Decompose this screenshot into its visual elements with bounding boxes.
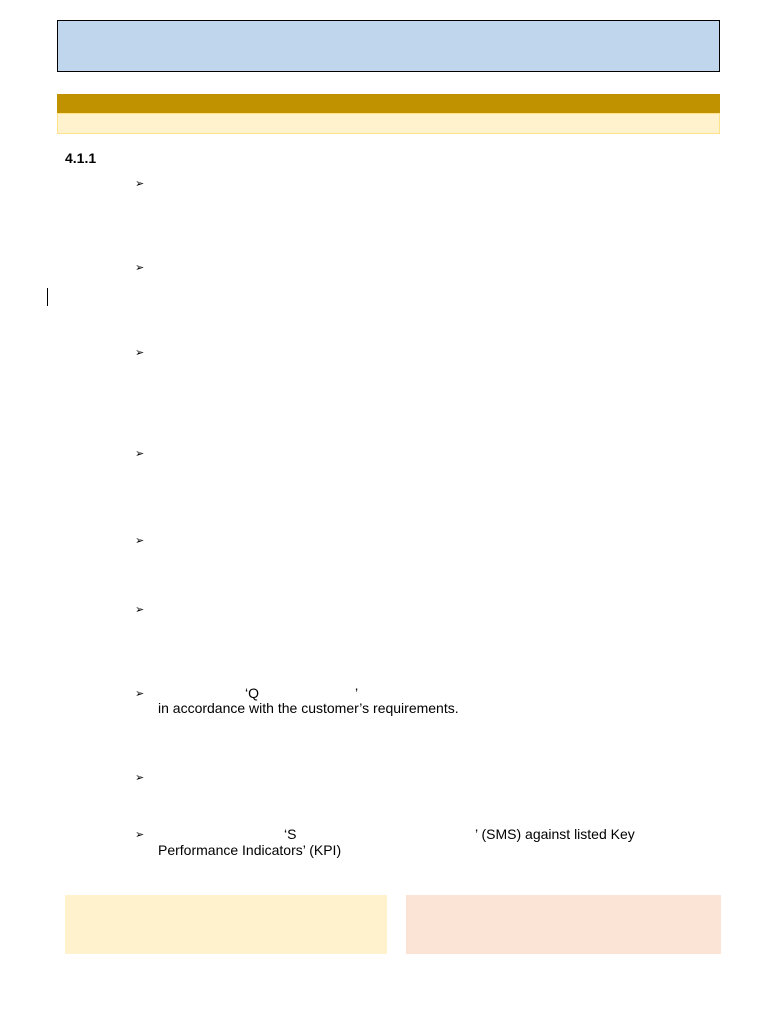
bullet-icon: ➢	[135, 604, 145, 616]
section-subheading-bar	[57, 113, 720, 134]
bullet-icon: ➢	[135, 772, 145, 784]
text-cursor[interactable]	[47, 288, 48, 306]
bullet-icon: ➢	[135, 448, 145, 460]
bullet-icon: ➢	[135, 829, 145, 841]
bullet-icon: ➢	[135, 688, 145, 700]
header-banner	[57, 20, 720, 72]
section-number: 4.1.1	[65, 150, 97, 166]
item7-open-quote: ‘Q	[245, 685, 259, 701]
note-box-right	[406, 895, 721, 954]
item9-line2: Performance Indicators’ (KPI)	[158, 842, 342, 858]
bullet-icon: ➢	[135, 262, 145, 274]
note-box-left	[65, 895, 387, 954]
bullet-icon: ➢	[135, 535, 145, 547]
item7-close-quote: ’	[355, 685, 359, 701]
item9-open-quote: ‘S	[284, 826, 297, 842]
bullet-icon: ➢	[135, 347, 145, 359]
section-heading-bar	[57, 94, 720, 113]
item7-line2: in accordance with the customer’s requirements.	[158, 700, 459, 716]
item9-line1-end: ’ (SMS) against listed Key	[475, 826, 635, 842]
bullet-icon: ➢	[135, 178, 145, 190]
